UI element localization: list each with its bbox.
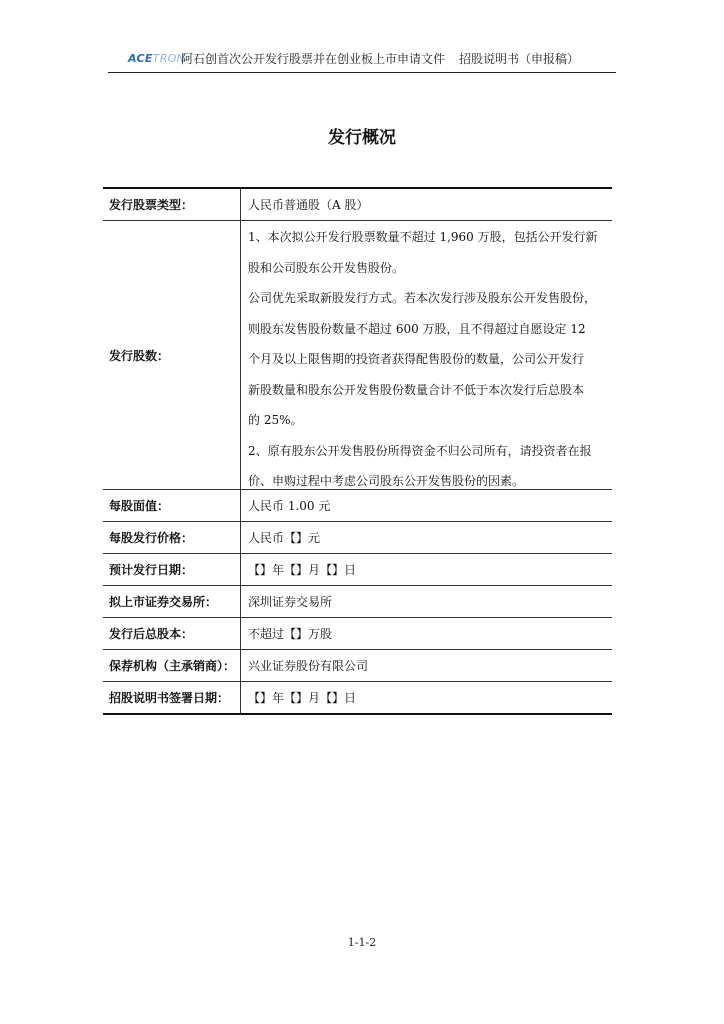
row-value: 人民币 1.00 元 xyxy=(248,499,331,513)
table-row xyxy=(103,586,612,618)
page-title: 发行概况 xyxy=(328,128,396,148)
paragraph-line: 的 25%。 xyxy=(248,413,303,427)
row-label: 发行后总股本： xyxy=(103,618,241,649)
row-label: 每股面值： xyxy=(103,490,241,521)
doc-type: 招股说明书（申报稿） xyxy=(459,52,580,66)
table-row xyxy=(103,221,612,490)
table-row xyxy=(103,682,612,713)
row-label: 预计发行日期： xyxy=(103,554,241,585)
row-label: 发行股数： xyxy=(103,221,241,489)
row-value: 不超过【】万股 xyxy=(248,627,333,641)
table-row xyxy=(103,554,612,586)
row-value: 【】年【】月【】日 xyxy=(248,691,357,705)
paragraph-line: 2、原有股东公开发售股份所得资金不归公司所有，请投资者在报 xyxy=(248,443,592,458)
row-label: 拟上市证券交易所： xyxy=(103,586,241,617)
row-value: 人民币普通股（A 股） xyxy=(248,198,369,212)
row-value: 深圳证券交易所 xyxy=(248,595,333,609)
table-row xyxy=(103,490,612,522)
row-label: 保荐机构（主承销商）： xyxy=(103,650,241,681)
paragraph-line: 股和公司股东公开发售股份。 xyxy=(248,260,405,275)
row-value: 人民币【】元 xyxy=(248,531,321,545)
row-label: 发行股票类型： xyxy=(103,189,241,220)
paragraph-line: 1、本次拟公开发行股票数量不超过 1,960 万股，包括公开发行新 xyxy=(248,230,598,244)
row-value: 兴业证券股份有限公司 xyxy=(248,659,369,673)
row-label: 每股发行价格： xyxy=(103,522,241,553)
header-text xyxy=(181,52,579,66)
paragraph-line: 价、申购过程中考虑公司股东公开发售股份的因素。 xyxy=(248,474,525,488)
table-row xyxy=(103,650,612,682)
row-value-paragraph xyxy=(241,221,612,489)
issuance-overview-table xyxy=(103,187,612,715)
doc-title: 阿石创首次公开发行股票并在创业板上市申请文件 xyxy=(181,52,446,66)
page-number: 1-1-2 xyxy=(347,936,377,949)
company-logo xyxy=(128,53,185,65)
table-row xyxy=(103,189,612,221)
table-row xyxy=(103,522,612,554)
row-label: 招股说明书签署日期： xyxy=(103,682,241,713)
paragraph-line: 个月及以上限售期的投资者获得配售股份的数量，公司公开发行 xyxy=(248,352,585,366)
page-header xyxy=(108,50,616,73)
row-value: 【】年【】月【】日 xyxy=(248,563,357,577)
paragraph-line: 公司优先采取新股发行方式。若本次发行涉及股东公开发售股份， xyxy=(248,291,597,305)
logo-text-tron: TRON xyxy=(152,52,186,65)
logo-text-ace: ACE xyxy=(128,52,153,65)
table-row xyxy=(103,618,612,650)
paragraph-line: 新股数量和股东公开发售股份数量合计不低于本次发行后总股本 xyxy=(248,382,585,397)
paragraph-line: 则股东发售股份数量不超过 600 万股，且不得超过自愿设定 12 xyxy=(248,321,586,336)
